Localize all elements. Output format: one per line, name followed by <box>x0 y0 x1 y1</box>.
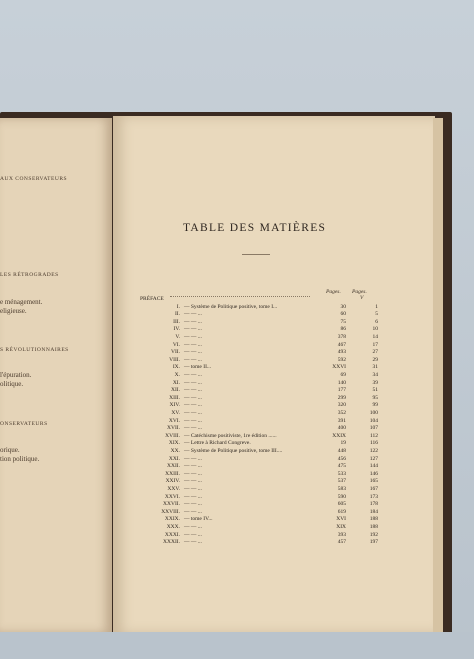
toc-row-text: — — ... <box>184 524 202 530</box>
toc-row-number: XXVIII. <box>161 508 180 515</box>
toc-row-page-2: 116 <box>369 440 378 447</box>
toc-row-page-1: 69 <box>340 372 346 378</box>
toc-row-page-1: 320 <box>337 402 346 409</box>
toc-row-text: — — ... <box>184 387 202 394</box>
toc-row-text: — — ... <box>184 425 202 432</box>
left-page-heading: AUX CONSERVATEURS <box>0 176 68 182</box>
toc-row-number: XXVI. <box>164 493 180 500</box>
toc-row-text: — — ... <box>184 318 202 325</box>
toc-row-page-2: 39 <box>372 379 378 386</box>
toc-row-text: — Système de Politique positive, tome I... <box>184 303 278 310</box>
toc-row-text: — — ... <box>184 539 202 546</box>
toc-row-page-1: 467 <box>337 341 346 348</box>
toc-row-number: PRÉFACE <box>140 296 164 302</box>
toc-row-page-2: 188 <box>369 516 378 523</box>
toc-row-page-2: 107 <box>369 425 378 432</box>
toc-row-page-2: 10 <box>372 326 378 333</box>
toc-row-page-1: 140 <box>337 379 346 386</box>
toc-row-page-1: 619 <box>337 508 346 515</box>
toc-row-page-1: 391 <box>337 417 346 424</box>
toc-row-number: XXIX. <box>164 516 180 523</box>
toc-row-page-1: 537 <box>337 478 346 485</box>
toc-row-number: XXIII. <box>165 470 180 477</box>
toc-row-text: — — ... <box>184 417 202 424</box>
toc-row-page-2: 99 <box>372 402 378 409</box>
toc-row-page-1: XVI <box>336 516 346 523</box>
toc-row-number: XIV. <box>169 402 180 409</box>
toc-row-number: I. <box>176 303 180 310</box>
toc-row-text: — — ... <box>184 311 202 318</box>
toc-row-number: XVIII. <box>165 432 180 439</box>
scanner-bottom <box>0 632 474 659</box>
toc-row-page-2: 122 <box>369 448 378 454</box>
toc-row-page-1: 493 <box>337 349 346 356</box>
toc-row-text: — Catéchisme positiviste, 1re édition ...... <box>184 432 277 439</box>
toc-row-number: IX. <box>172 364 180 371</box>
toc-row-text: — — ... <box>184 372 202 378</box>
toc-row-page-2: 165 <box>369 478 378 485</box>
toc-row-page-2: 14 <box>372 334 378 340</box>
left-page-line: l'épuration. <box>0 371 32 379</box>
toc-row-page-2: 17 <box>372 341 378 348</box>
column-head-v: V <box>360 295 364 301</box>
toc-row-page-1: 533 <box>337 470 346 477</box>
toc-row-page-1: 177 <box>337 387 346 394</box>
toc-row-page-1: 86 <box>340 326 346 333</box>
toc-row-text: — — ... <box>184 334 202 340</box>
toc-row-text: — — ... <box>184 326 202 333</box>
toc-title: TABLE DES MATIÈRES <box>183 222 327 234</box>
toc-row-number: XIX. <box>168 440 180 447</box>
toc-row-text: — — ... <box>184 463 202 470</box>
toc-row-number: XXII. <box>167 463 180 470</box>
toc-row-page-1: 30 <box>340 303 346 310</box>
toc-row-page-1: 475 <box>337 463 346 470</box>
toc-row-number: XXX. <box>166 524 180 530</box>
toc-row-page-2: 146 <box>369 470 378 477</box>
toc-row-page-2: 29 <box>372 356 378 363</box>
toc-row-page-1: 583 <box>337 486 346 492</box>
toc-row-page-1: 378 <box>337 334 346 340</box>
toc-row-number: XX. <box>170 448 180 454</box>
toc-row-page-1: 592 <box>337 356 346 363</box>
toc-row-text: — — ... <box>184 470 202 477</box>
toc-row-page-2: 1 <box>375 303 378 310</box>
toc-row-number: V. <box>175 334 180 340</box>
column-head-pages-1: Pages. <box>326 289 341 295</box>
title-rule <box>242 254 270 255</box>
toc-row-text: — — ... <box>184 394 202 401</box>
left-page-line: eligieuse. <box>0 307 27 315</box>
toc-row-number: XV. <box>171 410 180 416</box>
toc-row-number: XIII. <box>169 394 180 401</box>
toc-row-page-2: 100 <box>369 410 378 416</box>
toc-row-page-2: 5 <box>375 311 378 318</box>
toc-row-text: — tome II... <box>184 364 212 371</box>
left-page-line: olitique. <box>0 380 24 388</box>
left-page-heading: LES RÉTROGRADES <box>0 272 59 278</box>
toc-row-page-2: 144 <box>369 463 378 470</box>
dotted-leader <box>170 296 310 297</box>
toc-row-text: — — ... <box>184 508 202 515</box>
left-page-heading: S RÉVOLUTIONNAIRES <box>0 347 69 353</box>
toc-row-page-2: 127 <box>369 455 378 462</box>
toc-row-page-1: XIX <box>336 524 346 530</box>
toc-row-text: — — ... <box>184 341 202 348</box>
toc-row-number: XI. <box>172 379 180 386</box>
left-page <box>0 118 112 633</box>
toc-row-number: XXVII. <box>163 501 180 508</box>
toc-row-number: XXV. <box>167 486 180 492</box>
toc-row-page-2: 95 <box>372 394 378 401</box>
toc-row-text: — — ... <box>184 349 202 356</box>
toc-row-text: — — ... <box>184 531 202 538</box>
toc-row-number: XII. <box>170 387 180 394</box>
toc-row-text: — — ... <box>184 493 202 500</box>
toc-row-page-1: 60 <box>340 311 346 318</box>
toc-row-text: — Système de Politique positive, tome III.... <box>184 448 283 454</box>
toc-row-text: — — ... <box>184 356 202 363</box>
toc-row-number: XVII. <box>167 425 180 432</box>
toc-row-number: XXIV. <box>165 478 180 485</box>
left-page-line: tion politique. <box>0 455 40 463</box>
toc-row-page-1: 19 <box>340 440 346 447</box>
toc-row-number: XXXI. <box>164 531 180 538</box>
toc-row-page-1: 590 <box>337 493 346 500</box>
left-page-heading: ONSERVATEURS <box>0 421 48 427</box>
toc-row-page-1: 299 <box>337 394 346 401</box>
toc-row-page-1: XXVI <box>332 364 346 371</box>
toc-row-text: — — ... <box>184 486 202 492</box>
toc-row-page-2: 51 <box>372 387 378 394</box>
toc-row-text: — — ... <box>184 410 202 416</box>
left-page-line: e ménagement. <box>0 298 43 306</box>
toc-row-number: VI. <box>172 341 180 348</box>
toc-row-number: VIII. <box>169 356 180 363</box>
toc-row-text: — — ... <box>184 478 202 485</box>
toc-row-page-2: 27 <box>372 349 378 356</box>
toc-row-page-2: 34 <box>372 372 378 378</box>
toc-row-page-2: 167 <box>369 486 378 492</box>
left-page-line: orique. <box>0 446 20 454</box>
toc-row-page-1: 456 <box>337 455 346 462</box>
toc-row-number: III. <box>173 318 180 325</box>
toc-row-number: X. <box>174 372 180 378</box>
toc-row-page-1: 352 <box>337 410 346 416</box>
toc-row-page-2: 104 <box>369 417 378 424</box>
toc-row-text: — — ... <box>184 379 202 386</box>
toc-row-page-2: 6 <box>375 318 378 325</box>
toc-row <box>140 539 436 547</box>
toc-row-page-2: 173 <box>369 493 378 500</box>
toc-row-page-1: 400 <box>337 425 346 432</box>
toc-row-text: — — ... <box>184 455 202 462</box>
toc-row-page-2: 192 <box>369 531 378 538</box>
toc-row-number: II. <box>174 311 180 318</box>
toc-row-number: IV. <box>173 326 180 333</box>
toc-row-page-1: 457 <box>337 539 346 546</box>
toc-row-text: — — ... <box>184 501 202 508</box>
toc-row-number: XXXII. <box>163 539 180 546</box>
toc-row-page-1: XXIX <box>332 432 346 439</box>
toc-row-number: XVI. <box>168 417 180 424</box>
toc-row-text: — tome IV... <box>184 516 213 523</box>
toc-row-page-2: 184 <box>369 508 378 515</box>
toc-row-page-2: 112 <box>369 432 378 439</box>
toc-row-page-2: 188 <box>369 524 378 530</box>
toc-row-text: — Lettre à Richard Congreve. <box>184 440 251 447</box>
toc-row-text: — — ... <box>184 402 202 409</box>
toc-row-page-1: 75 <box>340 318 346 325</box>
toc-row-page-1: 393 <box>337 531 346 538</box>
toc-row-page-1: 605 <box>337 501 346 508</box>
toc-row-page-1: 448 <box>337 448 346 454</box>
toc-row-number: XXI. <box>168 455 180 462</box>
toc-row-number: VII. <box>170 349 180 356</box>
toc-row-page-2: 31 <box>372 364 378 371</box>
toc-row-page-2: 178 <box>369 501 378 508</box>
toc-row-page-2: 197 <box>369 539 378 546</box>
column-head-pages-2: Pages. <box>352 289 367 295</box>
